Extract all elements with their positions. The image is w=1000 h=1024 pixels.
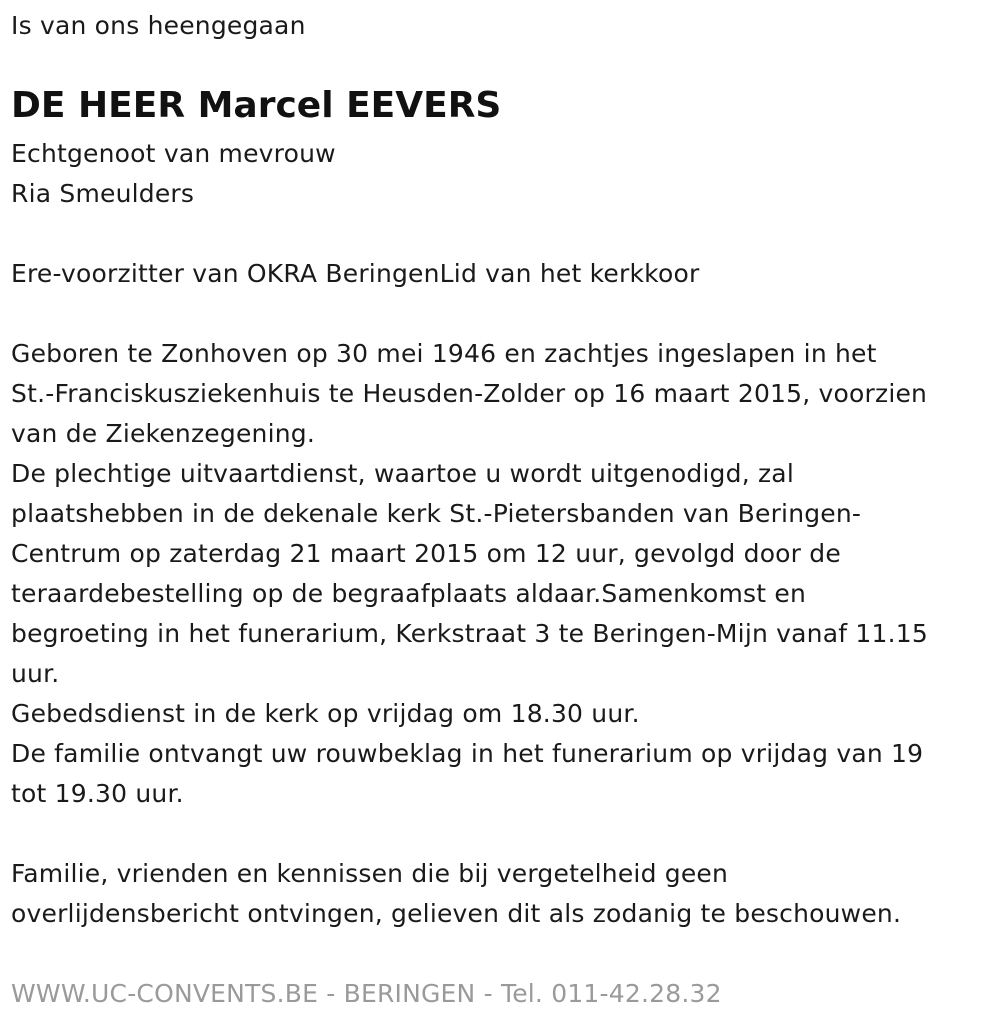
body-line: Gebedsdienst in de kerk op vrijdag om 18.30 uur. — [11, 699, 640, 728]
body-text — [11, 334, 928, 814]
intro-text: Is van ons heengegaan — [11, 11, 306, 40]
body-line: teraardebestelling op de begraafplaats aldaar.Samenkomst en — [11, 579, 807, 608]
closing-text — [11, 854, 901, 934]
body-line: Geboren te Zonhoven op 30 mei 1946 en zachtjes ingeslapen in het — [11, 339, 877, 368]
body-line: uur. — [11, 659, 60, 688]
body-line: De plechtige uitvaartdienst, waartoe u wordt uitgenodigd, zal — [11, 459, 794, 488]
roles-text — [11, 254, 699, 294]
body-line: van de Ziekenzegening. — [11, 419, 315, 448]
spouse-block — [11, 134, 336, 214]
deceased-name: DE HEER Marcel EEVERS — [11, 85, 502, 126]
roles-line: Ere-voorzitter van OKRA BeringenLid van het kerkkoor — [11, 259, 700, 288]
spouse-line-2: Ria Smeulders — [11, 179, 195, 208]
closing-line: Familie, vrienden en kennissen die bij vergetelheid geen — [11, 859, 729, 888]
footer-contact: WWW.UC-CONVENTS.BE - BERINGEN - Tel. 011-42.28.32 — [11, 979, 722, 1008]
closing-line: overlijdensbericht ontvingen, gelieven dit als zodanig te beschouwen. — [11, 899, 902, 928]
body-line: St.-Franciskusziekenhuis te Heusden-Zolder op 16 maart 2015, voorzien — [11, 379, 928, 408]
body-line: plaatshebben in de dekenale kerk St.-Pietersbanden van Beringen- — [11, 499, 862, 528]
body-line: tot 19.30 uur. — [11, 779, 184, 808]
spouse-line-1: Echtgenoot van mevrouw — [11, 139, 336, 168]
body-line: De familie ontvangt uw rouwbeklag in het funerarium op vrijdag van 19 — [11, 739, 924, 768]
body-line: begroeting in het funerarium, Kerkstraat 3 te Beringen-Mijn vanaf 11.15 — [11, 619, 928, 648]
body-line: Centrum op zaterdag 21 maart 2015 om 12 uur, gevolgd door de — [11, 539, 841, 568]
